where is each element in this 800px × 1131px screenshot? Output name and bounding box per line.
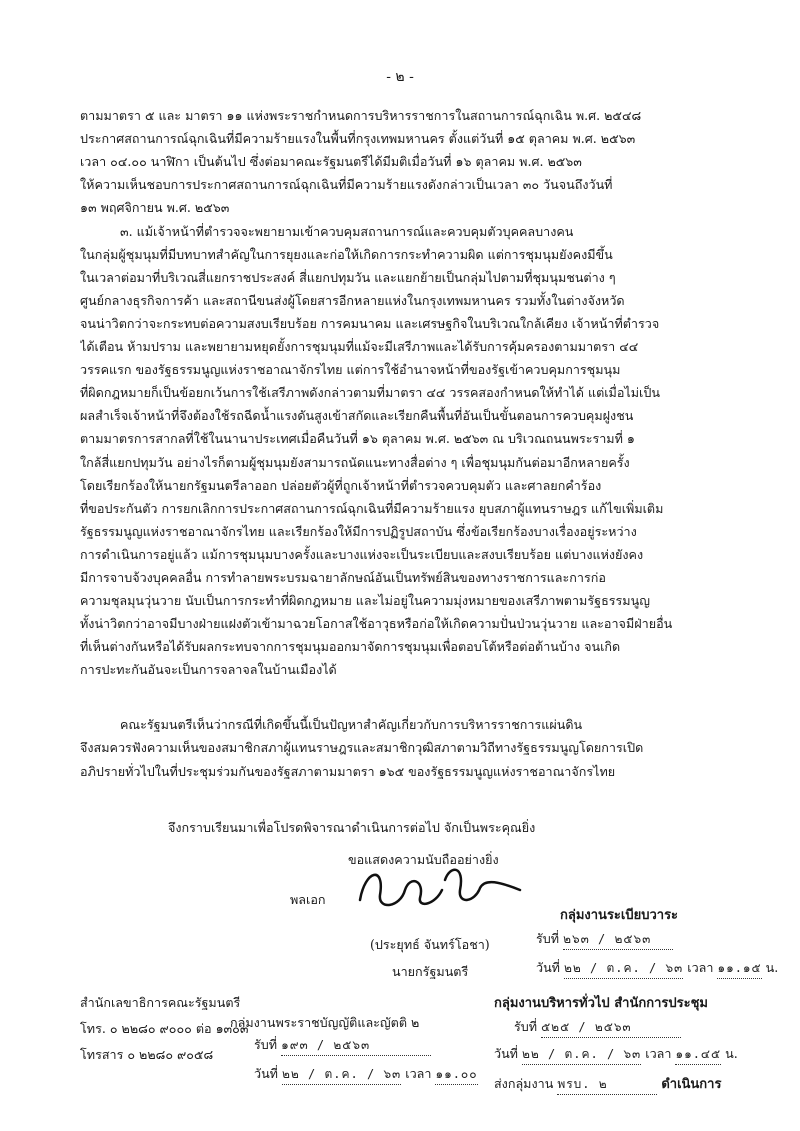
legislative-stamp: [230, 1013, 478, 1085]
page-number: - ๒ -: [386, 69, 414, 85]
signer-name: (ประยุทธ์ จันทร์โอชา): [370, 937, 490, 952]
respect-line: ขอแสดงความนับถืออย่างยิ่ง: [348, 852, 499, 867]
office-info: [80, 990, 248, 1068]
body-line: ประกาศสถานการณ์ฉุกเฉินที่มีความร้ายแรงในพื้นที่กรุงเทพมหานคร ตั้งแต่วันที่ ๑๕ ตุลาคม พ.ศ. ๒๕๖๓: [80, 131, 636, 147]
legislative-date-value: ๒๒ / ต.ค. / ๖๓: [282, 1065, 401, 1085]
body-line: อภิปรายทั่วไปในที่ประชุมร่วมกันของรัฐสภาตามมาตรา ๑๖๕ ของรัฐธรรมนูญแห่งราชอาณาจักรไทย: [80, 763, 616, 779]
general-admin-stamp: [494, 992, 738, 1095]
general-stamp-title: กลุ่มงานบริหารทั่วไป สำนักการประชุม: [494, 996, 708, 1011]
body-line: ผลสำเร็จเจ้าหน้าที่จึงต้องใช้รถฉีดน้ำแรงดันสูงเข้าสกัดและเรียกคืนพื้นที่อันเป็นขั้นตอนการควบคุมฝูงชน: [80, 408, 634, 424]
body-line: ศูนย์กลางธุรกิจการค้า และสถานีขนส่งผู้โดยสารอีกหลายแห่งในกรุงเทพมหานคร รวมทั้งในต่างจังหวัด: [80, 292, 625, 308]
general-time-label: เวลา: [645, 1046, 672, 1061]
body-line: ที่เห็นต่างกันหรือได้รับผลกระทบจากการชุมนุมออกมาจัดการชุมนุมเพื่อตอบโต้หรือต่อต้านบ้าง จนเกิด: [80, 639, 621, 655]
body-line: จนน่าวิตกว่าจะกระทบต่อความสงบเรียบร้อย การคมนาคม และเศรษฐกิจในบริเวณใกล้เคียง เจ้าหน้าที่ตำรวจ: [80, 315, 660, 331]
agenda-time-value: ๑๑.๑๕: [717, 959, 761, 979]
body-line: วรรคแรก ของรัฐธรรมนูญแห่งราชอาณาจักรไทย แต่การใช้อำนาจหน้าที่ของรัฐเข้าควบคุมการชุมนุม: [80, 362, 621, 378]
body-line: ใกล้สี่แยกปทุมวัน อย่างไรก็ตามผู้ชุมนุมยังสามารถนัดแนะทางสื่อต่าง ๆ เพื่อชุมนุมกันต่อมาอีกหลายครั้ง: [80, 454, 630, 470]
general-date-value: ๒๒ / ต.ค. / ๖๓: [522, 1045, 641, 1065]
agenda-date-label: วันที่: [536, 960, 560, 975]
closing-line: จึงกราบเรียนมาเพื่อโปรดพิจารณาดำเนินการต่อไป จักเป็นพระคุณยิ่ง: [168, 820, 536, 835]
body-line: ทั้งน่าวิตกว่าอาจมีบางฝ่ายแฝงตัวเข้ามาฉวยโอกาสใช้อาวุธหรือก่อให้เกิดความปั่นป่วนวุ่นวาย และอาจมีฝ่ายอื่น: [80, 616, 673, 632]
office-fax: โทรสาร ๐ ๒๒๘๐ ๙๐๕๘: [80, 1047, 214, 1062]
body-line: ที่ขอประกันตัว การยกเลิกการประกาศสถานการณ์ฉุกเฉินที่มีความร้ายแรง ยุบสภาผู้แทนราษฎร แก้ไขเพิ่มเติม: [80, 500, 664, 516]
general-time-unit: น.: [725, 1046, 738, 1061]
general-action-label: ดำเนินการ: [661, 1077, 722, 1092]
legislative-stamp-title: กลุ่มงานพระราชบัญญัติและญัตติ ๒: [230, 1015, 420, 1030]
signer-rank: พลเอก: [290, 892, 326, 907]
agenda-received-value: ๒๖๓ / ๒๕๖๓: [563, 930, 673, 950]
general-send-label: ส่งกลุ่มงาน: [494, 1076, 554, 1091]
body-line: ความชุลมุนวุ่นวาย นับเป็นการกระทำที่ผิดกฎหมาย และไม่อยู่ในความมุ่งหมายของเสรีภาพตามรัฐธรรมนูญ: [80, 593, 650, 609]
agenda-time-unit: น.: [765, 960, 779, 975]
signer-title: นายกรัฐมนตรี: [392, 964, 469, 979]
body-line: จึงสมควรฟังความเห็นของสมาชิกสภาผู้แทนราษฎรและสมาชิกวุฒิสภาตามวิถีทางรัฐธรรมนูญโดยการเปิด: [80, 740, 644, 756]
body-line: การดำเนินการอยู่แล้ว แม้การชุมนุมบางครั้งและบางแห่งจะเป็นระเบียบและสงบเรียบร้อย แต่บางแห่งยังคง: [80, 546, 644, 562]
general-date-label: วันที่: [494, 1046, 518, 1061]
body-line: ให้ความเห็นชอบการประกาศสถานการณ์ฉุกเฉินที่มีความร้ายแรงดังกล่าวเป็นเวลา ๓๐ วันจนถึงวันที่: [80, 177, 613, 193]
legislative-received-value: ๑๙๓ / ๒๕๖๓: [281, 1036, 431, 1056]
body-line: ที่ผิดกฎหมายก็เป็นข้อยกเว้นการใช้เสรีภาพดังกล่าวตามที่มาตรา ๔๔ วรรคสองกำหนดให้ทำได้ แต่เมื่อไม่เป็น: [80, 385, 660, 401]
general-time-value: ๑๑.๔๕: [675, 1045, 721, 1065]
general-received-value: ๕๒๕ / ๒๕๖๓: [541, 1018, 681, 1038]
body-line: โดยเรียกร้องให้นายกรัฐมนตรีลาออก ปล่อยตัวผู้ที่ถูกเจ้าหน้าที่ตำรวจควบคุมตัว และศาลยกคำร้อง: [80, 477, 602, 493]
legislative-time-label: เวลา: [405, 1066, 432, 1081]
general-send-value: พรบ. ๒: [557, 1075, 657, 1095]
body-line: มีการจาบจ้วงบุคคลอื่น การทำลายพระบรมฉายาลักษณ์อันเป็นทรัพย์สินของทางราชการและการก่อ: [80, 570, 606, 585]
body-line: คณะรัฐมนตรีเห็นว่ากรณีที่เกิดขึ้นนี้เป็นปัญหาสำคัญเกี่ยวกับการบริหารราชการแผ่นดิน: [120, 717, 583, 732]
agenda-received-label: รับที่: [536, 931, 560, 946]
body-line: ในกลุ่มผู้ชุมนุมที่มีบทบาทสำคัญในการยุยงและก่อให้เกิดการกระทำความผิด แต่การชุมนุมยังคงมีขึ้น: [80, 246, 613, 262]
office-tel: โทร. ๐ ๒๒๘๐ ๙๐๐๐ ต่อ ๑๓๐๓: [80, 1021, 249, 1036]
office-name: สำนักเลขาธิการคณะรัฐมนตรี: [80, 995, 241, 1010]
legislative-time-value: ๑๑.๐๐: [435, 1065, 477, 1085]
legislative-date-label: วันที่: [254, 1066, 278, 1081]
body-line: ได้เตือน ห้ามปราม และพยายามหยุดยั้งการชุมนุมที่แม้จะมีเสรีภาพและได้รับการคุ้มครองตามมาตรา ๔๔: [80, 339, 639, 354]
agenda-stamp: [536, 904, 779, 979]
body-line: เวลา ๐๔.๐๐ นาฬิกา เป็นต้นไป ซึ่งต่อมาคณะรัฐมนตรีได้มีมติเมื่อวันที่ ๑๖ ตุลาคม พ.ศ. ๒๕๖๓: [80, 154, 582, 170]
body-line: รัฐธรรมนูญแห่งราชอาณาจักรไทย และเรียกร้องให้มีการปฏิรูปสถาบัน ซึ่งข้อเรียกร้องบางเรื่องอยู่ระหว่าง: [80, 523, 637, 539]
agenda-stamp-title: กลุ่มงานระเบียบวาระ: [560, 908, 679, 923]
body-line: ตามมาตรา ๕ และ มาตรา ๑๑ แห่งพระราชกำหนดการบริหารราชการในสถานการณ์ฉุกเฉิน พ.ศ. ๒๕๔๘: [80, 108, 642, 123]
body-line: ๓. แม้เจ้าหน้าที่ตำรวจจะพยายามเข้าควบคุมสถานการณ์และควบคุมตัวบุคคลบางคน: [120, 223, 574, 239]
body-line: ๑๓ พฤศจิกายน พ.ศ. ๒๕๖๓: [80, 200, 230, 216]
agenda-date-value: ๒๒ / ต.ค. / ๖๓: [564, 959, 683, 979]
body-line: การปะทะกันอันจะเป็นการจลาจลในบ้านเมืองได้: [80, 662, 337, 678]
body-line: ตามมาตรการสากลที่ใช้ในนานาประเทศเมื่อคืนวันที่ ๑๖ ตุลาคม พ.ศ. ๒๕๖๓ ณ บริเวณถนนพระรามที่ ๑: [80, 431, 635, 447]
legislative-received-label: รับที่: [254, 1037, 278, 1052]
signature-image: [350, 860, 530, 920]
general-received-label: รับที่: [514, 1019, 538, 1034]
body-line: ในเวลาต่อมาที่บริเวณสี่แยกราชประสงค์ สี่แยกปทุมวัน และแยกย้ายเป็นกลุ่มไปตามที่ชุมนุมชนต่าง ๆ: [80, 269, 616, 285]
agenda-time-label: เวลา: [687, 960, 714, 975]
